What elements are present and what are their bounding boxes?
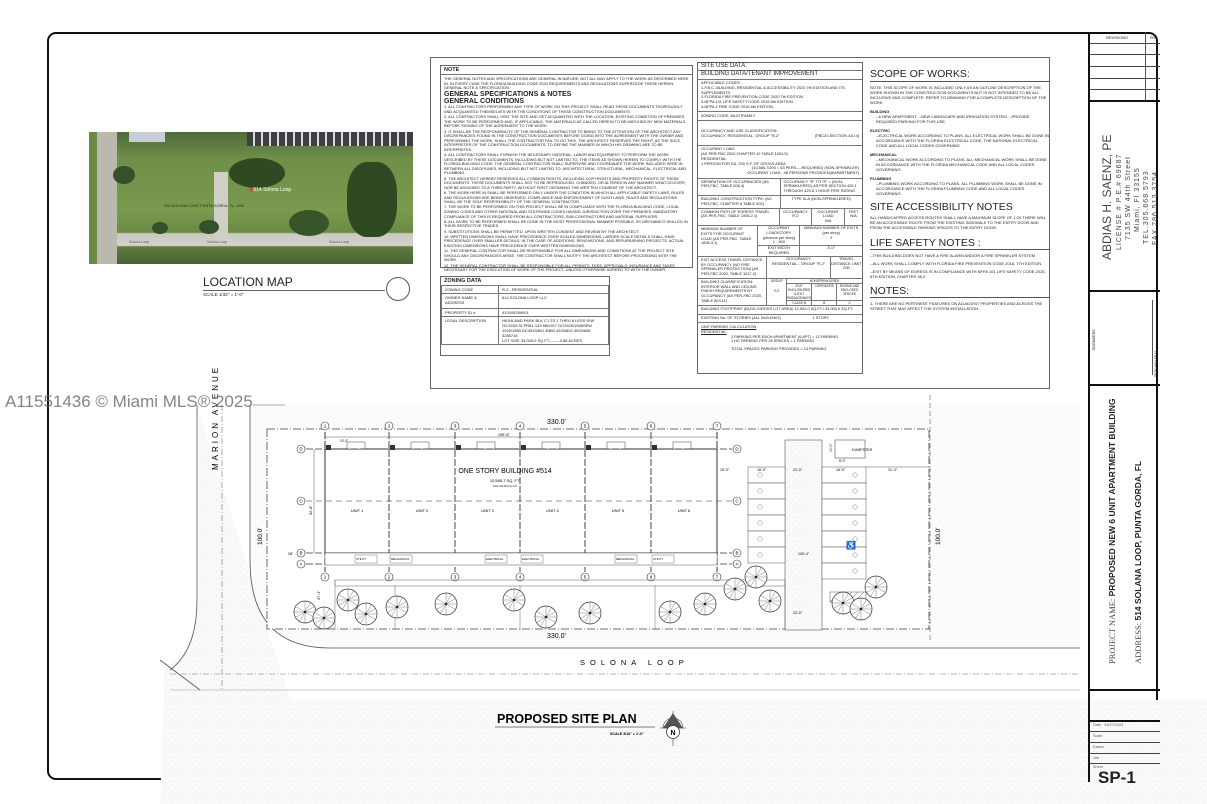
tree-icon	[759, 590, 781, 612]
parking-stall	[748, 531, 785, 547]
by-label: BY	[1150, 35, 1156, 40]
tree-icon	[850, 598, 872, 620]
notes-text: 1- THERE ARE NO PERTINENT FEATURES ON ADJACENT PROPERTIES AND ACROSS THE STREET THAT MAY AFFECT THE SYSTEM INSTALLATION.	[870, 301, 1043, 311]
grid-row-label: B	[735, 550, 739, 556]
ac-pad	[477, 442, 495, 449]
grid-col-label: 1	[323, 574, 327, 580]
street-label-solona: SOLONA LOOP	[580, 658, 689, 667]
location-map-scale: SCALE 1/32" = 1'-0"	[203, 292, 244, 297]
occupant-load: OCCUPANT LOAD: (AS PER-FBC 2020 CHAPTER 10 TABLE 1004.5) RESIDENTIAL 1 PERSON FOR EA. 200 S.F. OF GROSS AREA (10,565.7/200 = 53 PERS----REQUIRED) (NON-SPRINKLER) OCCUPANT LOAD : 48 PERSONS PROVIDED(8/APARTMENT)	[698, 145, 862, 178]
service-room-label: MECHANICAL	[616, 557, 635, 561]
travel-distance-row: EXIT ACCESS TRAVEL DISTANCE BY OCCUPANCY (NO FIRE SPRINKLER PROTECTION) (AS PER-FBC 2020, TABLE 1017.2) OCCUPANCY RESIDENTIAL - GROUP "R-2" TRAVEL DISTANCE LIMIT 200	[698, 256, 862, 278]
unit-label: UNIT 4	[546, 508, 559, 513]
site-use-subtitle: BUILDING DATA/TENANT IMPROVEMENT	[698, 70, 862, 79]
separation-row: SEPARATION OF OCCUPANCIES (AS PER-FBC, TABLE 508.4) OCCUPANCY "R" TO "R" = (NON-SPRINKLERED) AS PER SECTION 420.1 THROUGH 420.6 1 HOUR FIRE RATING	[698, 178, 862, 195]
parking-stall	[822, 483, 866, 499]
drawn-field: Drawn	[1093, 745, 1104, 749]
grid-row-label: C	[299, 498, 303, 504]
condition-item: 4. ALL CONTRACTORS SHALL FURNISH THE NECESSARY MATERIAL, LABOR AND EQUIPMENT TO PERFORM THE WORK DESCRIBED BY THESE DOCUMENTS, INCLUDING BUT NOT LIMITED TO, THE ITEMS AS SHOWN HEREIN TO COMPLY WITH THE FLORIDA BUILDING CODE. THE GENERAL CONTRACTOR SHALL SUPERVISE AND COORDINATE THE WORK INCLUDED HERE IN BETWEEN ALL DISCIPLINES, INCLUDING BUT NOT LIMITED TO, ARCHITECTURAL, STRUCTURAL, MECHANICAL, ELECTRICAL AND PLUMBING.	[444, 152, 687, 176]
svg-text:23'-0": 23'-0"	[793, 468, 803, 472]
sheet-label: Sheet	[1093, 765, 1103, 769]
site-plan-title: PROPOSED SITE PLAN	[497, 712, 637, 726]
revisions-label: REVISIONS	[1106, 35, 1128, 40]
grid-col-label: 2	[387, 574, 391, 580]
conditions-title: GENERAL CONDITIONS	[444, 98, 524, 106]
svg-text:18'-0": 18'-0"	[757, 468, 767, 472]
scope-section: BUILDING --6 NEW APARTMENT. --NEW LANDSCAPE AND IRRIGATION SYSTEM. --PROVIDE REQUIRED PARKING FOR THIS USE.	[870, 109, 1030, 124]
grid-col-label: 5	[583, 423, 587, 429]
tree-icon	[503, 589, 525, 611]
tree-icon	[355, 603, 377, 625]
grid-col-label: 3	[453, 423, 457, 429]
applicable-codes: APPLICABLE CODES: 1-F.B.C.-BUILDING, RESIDENTIAL & ACCESSIBILITY 2020 7th EDITION AND ITS SUPPLEMENTS. 2-FLORIDA FIRE PREVENTION CODE 2020 7th EDITION. 3-NFPA 101 LIFE SAFETY CODE 2015 6th EDITION. 4-NFPA 1 FIRE CODE 2015 6th EDITION.	[698, 79, 862, 112]
service-room-label: ELECTRICAL	[522, 557, 540, 561]
tree-icon	[337, 589, 359, 611]
service-room-label: UTILITY	[653, 557, 664, 561]
condition-item: 9. SUBSTITUTIONS SHALL BE PERMITTED, UPON WRITTEN CONSENT AND REVIEW BY THE ARCHITECT.	[444, 228, 640, 234]
parking-stall	[748, 483, 785, 499]
zoning-row: LEGAL DESCRIPTION HIGHLAND PARK BLK C LTS 1 THRU 6 LESS R/W OC193/176 PR81-133 660/917 DC2925/1568SEW 2925/1569 DC4533/801-EBW 4533/802 4925/605 3285716 LOT SIZE 33,000.0 SQ FT--------0.86 ACRES	[442, 317, 609, 345]
building-title: ONE STORY BUILDING #514	[458, 468, 552, 475]
condition-item: 8. ALL WORK TO BE PERFORMED SHALL BE DONE IN THE MOST PROFESSIONAL MANNER POSSIBLE, BY MECHANICS SKILLED IN THEIR RESPECTIVE TRADES.	[444, 218, 688, 229]
marion-avenue-edge	[170, 405, 197, 670]
dim-lot-width-top: 330.0'	[547, 419, 566, 426]
address-line: ADDRESS: 514 SOLANA LOOP, PUNTA GORDA, FL	[1133, 460, 1143, 664]
tree-icon	[579, 602, 601, 624]
zoning-title: ZONING DATA	[444, 278, 482, 284]
grid-col-label: 2	[387, 423, 391, 429]
zoning-code: ZONING CODE: MULTIFAMILY	[698, 111, 862, 120]
dim-lot-depth-east: 100.0'	[935, 527, 942, 545]
tree-icon	[865, 576, 887, 598]
ac-pad	[542, 442, 560, 449]
dim-building-length: 195'-8"	[498, 433, 510, 437]
ac-pad	[607, 442, 625, 449]
occupancy-classification: OCCUPANCY AND USE CLASSIFICATION: OCCUPANCY: RESIDENTIAL, GROUP "R-2" [FBC20-SECTION 310.4]	[698, 120, 862, 145]
condition-item: 1. ALL CONTRACTORS PERFORMING ANY TYPE OF WORK ON THIS PROJECT SHALL READ THESE DOCUMENTS THOROUGHLY AND ACQUAINTED THEMSELVES WITH THE CONDITIONS OF THESE CONSTRUCTION DOCUMENTS.	[444, 104, 683, 114]
parking-calculation: UNIT PARKING CALCULATION RESIDENTIAL 2 PARKING PER EACH APARTMENT (6 APT) = 12 PARKING 1 HC PARKING PER 25 SPACES = 1 PARKING TOTAL SPACES PARKING PROVIDED = 13 PARKING	[698, 322, 862, 353]
engineer-tel: TEL.305.668.5793	[1143, 170, 1150, 244]
ac-pad	[347, 442, 365, 449]
svg-text:23'-0": 23'-0"	[793, 611, 803, 615]
notes-title: NOTE	[441, 67, 692, 75]
condition-item: 10. WRITTEN DIMENSIONS SHALL HAVE PRECEDENCE OVER SCALED DIMENSIONS, LARGER SCALE DETAILS SHALL HAVE PRECEDENCE OVER SMALLER DETAILS. IN THE CASE OF ADDITIONS, RENOVATIONS, AND REFURBISHING PROJECTS, ACTUAL EXISTING DIMENSIONS HAVE PRECEDENCE OVER WRITTEN DIMENSIONS.	[444, 233, 684, 248]
life-safety-title: LIFE SAFETY NOTES :	[870, 237, 1050, 250]
parking-stall	[748, 499, 785, 515]
parking-stall	[748, 515, 785, 531]
unit-label: UNIT 5	[611, 508, 625, 513]
ac-pad	[411, 442, 429, 449]
engineer-license: LICENSE # P.E.# 69687	[1116, 153, 1123, 250]
street-label-marion: MARION AVENUE	[211, 364, 220, 470]
dim-pad: 10'-0"	[340, 439, 349, 443]
sheet-number: SP-1	[1098, 768, 1136, 787]
zoning-row: PROPERTY ID # 412005254001	[442, 309, 609, 317]
scope-of-works: SCOPE OF WORKS: NOTE: THIS SCOPE OF WORK IS INCLUDED ONLY AS AN OUTLINE DESCRIPTION OF THE WORK SHOWN IN THE CONSTRUCTION DOCUMENTS BUT IS NOT INTENDED TO BE ALL INCLUSIVE AND COMPLETE. REFER TO DRAWING FOR A COMPLETE DESCRIPTION OF THE WORK. BUILDING --6 NEW APARTMENT. --NEW LANDSCAPE AND IRRIGATION SYSTEM. --PROVIDE REQUIRED PARKING FOR THIS USE. ELECTRIC --ELECTRICAL WORK ACCORDING TO PLANS. ALL ELECTRICAL WORK SHALL BE DONE IN ACCORDANCE WITH THE FLORIDA ELECTRICAL CODE, THE NATIONAL ELECTRICAL CODE AND ALL LOCAL CODES GOVERNING. MECHANICAL --MECHANICAL WORK ACCORDING TO PLANS. ALL MECHANICAL WORK SHALL BE DONE IN ACCORDANCE WITH THE FLORIDA MECHANICAL CODE AND ALL LOCAL CODES GOVERNING. PLUMBING --PLUMBING WORK ACCORDING TO PLANS. ALL PLUMBING WORK SHALL BE DONE IN ACCORDANCE WITH THE FLORIDA PLUMBING CODE AND ALL LOCAL CODES GOVERNING. SITE ACCESSIBILITY NOTES ALL HANDICAPPED ACCESS ROUTES SHALL HAVE A MAXIMUM SLOPE OF 1:20 THERE WILL BE AN ACCESSIBLE ROUTE FROM THE EXISTING SIDEWALK TO THE ENTRY DOOR AND FROM THE ACCESSIBLE PARKING SPACES TO THE ENTRY DOOR. LIFE SAFETY NOTES : --THIS BUILDING DOES NOT HAVE A FIRE ALARM AND/OR A FIRE SPRINKLER SYSTEM --ALL WORK SHALL COMPLY WITH FLORIDA FIRE PREVENTION CODE 2018, 7TH EDITION. --EXIT BY MEANS OF EGRESS IS IN COMPLIANCE WITH NFPA 101 LIFE SAFETY CODE 2015, 6TH EDITION, CHAPTER 38.2 NOTES: 1- THERE ARE NO PERTINENT FEATURES ON ADJACENT PROPERTIES AND ACROSS THE STREET THAT MAY AFFECT THE SYSTEM INSTALLATION.	[870, 68, 1049, 311]
lot-size: LOT SIZE 33,000.0 SQ FT--------0.86 ACRES	[502, 338, 583, 343]
tree-icon	[694, 593, 716, 615]
grid-col-label: 7	[715, 574, 719, 580]
service-room-label: UTILITY	[356, 557, 367, 561]
scope-section: PLUMBING --PLUMBING WORK ACCORDING TO PLANS. ALL PLUMBING WORK SHALL BE DONE IN ACCORDANCE WITH THE FLORIDA PLUMBING CODE AND ALL LOCAL CODES GOVERNING.	[870, 176, 1042, 196]
zoning-row: OWNER NAME & ADDRESS 514 SOLONA LOOP LLC	[442, 294, 609, 309]
accessibility-text: ALL HANDICAPPED ACCESS ROUTES SHALL HAVE A MAXIMUM SLOPE OF 1:20 THERE WILL BE AN ACCESSIBLE ROUTE FROM THE EXISTING SIDEWALK TO THE ENTRY DOOR AND FROM THE ACCESSIBLE PARKING SPACES TO THE ENTRY DOOR.	[870, 215, 1047, 230]
grid-col-label: 3	[453, 574, 457, 580]
parking-stall	[822, 563, 866, 579]
condition-item: 2. ALL CONTRACTORS SHALL VISIT THE SITE AND GET ACQUAINTED WITH THE LOCATION, EXISTING CONDITION OF PREMISES, THE WORK TO BE PERFORMED AND, IF APPLICABLE, THE MATERIALS AS CALLED HEREIN TO BE MATCHED BY NEW MATERIALS, BEFORE SIGNING OF THE AGREEMENT TO THE WORK.	[444, 114, 687, 129]
service-room-label: ELECTRICAL	[486, 557, 504, 561]
grid-col-label: 1	[323, 423, 327, 429]
unit-label: UNIT 1	[350, 508, 364, 513]
condition-item: 5. THE ARCHITECT HEREBY RESERVES ALL COMMON RIGHTS, INCLUDING COPYRIGHTS AND PROPERTY RIGHTS OF THESE DOCUMENTS. THESE DOCUMENTS SHALL NOT TO BE REPRODUCED, CHANGED, OR ALTERED IN ANY MANNER WHAT-SO-EVER, NOR BE ASSIGNED TO A THIRD PARTY, WITHOUT FIRST OBTAINING THE WRITTEN CONSENT OF THE ARCHITECT.	[444, 175, 686, 190]
condition-item: 11. THE GENERAL CONTRACTOR SHALL BE RESPONSIBLE FOR ALL DIMENSIONS AND CONDITIONS AT THE PROJECT SITE. SHOULD ANY DISCREPANCIES ARISE, THE CONTRACTOR SHALL NOTIFY THE ARCHITECT BEFORE PROCEEDING WITH THE WORK.	[444, 248, 677, 263]
scale-field: Scale	[1093, 734, 1103, 738]
parking-stall	[748, 547, 785, 563]
condition-item: 7. THE WORK TO BE PERFORMED ON THIS PROJECT SHALL BE IN COMPLIANCE WITH THE FLORIDA BUILDING CODE, LOCAL ZONING CODES AND OTHER NATIONAL AND STATEWIDE CODES HAVING JURISDICTION OVER THE PREMISES. MANDATORY COMPLIANCE OF THIS IS REQUIRED FROM ALL CONTRACTORS, SUB-CONTRACTORS AND MATERIAL SUPPLIERS.	[444, 204, 680, 219]
service-room-label: MECHANICAL	[391, 557, 410, 561]
parking-stall	[822, 499, 866, 515]
notes-title: NOTES:	[870, 285, 1050, 298]
north-label: N	[670, 730, 676, 737]
svg-text:8'-0": 8'-0"	[839, 459, 846, 463]
stories-row: EXISTING No. OF STORIES (ALL BUILDING) 1 STORY	[698, 314, 862, 323]
tree-icon	[724, 578, 746, 600]
project-name-line: PROJECT NAME: PROPOSED NEW 6 UNIT APARTMENT BUILDING	[1107, 398, 1117, 664]
building-ffe: F.F.E.=00.00 N.G.V.D.	[492, 485, 518, 488]
date-field: Date 01/27/2024	[1093, 723, 1124, 727]
unit-label: UNIT 6	[677, 508, 691, 513]
parking-stall	[822, 531, 866, 547]
scope-section: MECHANICAL --MECHANICAL WORK ACCORDING TO PLANS. ALL MECHANICAL WORK SHALL BE DONE IN ACCORDANCE WITH THE FLORIDA MECHANICAL CODE AND ALL LOCAL CODES GOVERNING.	[870, 152, 1047, 172]
job-field: Job	[1093, 756, 1100, 760]
svg-text:10'-0": 10'-0"	[829, 443, 833, 452]
map-address-label: 514 SOLONA LOOP, PUNTA GORDA, FL, USA	[164, 204, 245, 208]
unit-label: UNIT 2	[415, 508, 429, 513]
building-area: 10,565.7 SQ. FT.	[489, 478, 521, 483]
condition-item: 12. THE GENERAL CONTRACTOR SHALL BE RESPONSIBLE FOR ALL PERMITS, FEES, APPROVALS, INSURANCE AND TAXES NECESSARY FOR THE EXECUTION OF WORK OF THE PROJECT, UNLESS OTHERWISE AGREED TO WITH THE OWNER.	[444, 262, 675, 273]
tree-icon	[313, 607, 335, 629]
grid-col-label: 4	[518, 423, 522, 429]
construction-type-row: BUILDING CONSTRUCTION TYPE: (AS PER-FBC, CHAPTER 6 TABLE 602) TYPE III-A (NON-SPRINKLERED)	[698, 195, 862, 208]
notes-intro: THE GENERAL NOTES AND SPECIFICATIONS ARE GENERAL IN NATURE, NOT ALL MAY APPLY TO THE WORK AS DESCRIBED HERE IN. IN EVERY CASE THE FLORIDA BUILDING CODE 2020 REQUIREMENTS AND REGULATIONS SUPERCEDE THESE HEREIN GENERAL NOTE & SPECIFICATION.	[444, 76, 689, 91]
parking-stall	[748, 467, 785, 483]
engineer-city: Miami, Fl 33155	[1134, 167, 1141, 232]
classification-row: BUILDING CLASSIFICATION: INTERIOR WALL AND CEILING FINISH REQUIREMENTS BY OCCUPANCY (AS PER-FBC 2020, TABLE 803.11) GROUP R-2 NONSPRINKLERED EXIT ENCLOSURES & EXIT PASSAGEWAYS CORRIDORS ROOMS AND ENCLOSED SPACES CLASS B B C	[698, 278, 862, 305]
handicap-icon: ♿	[846, 541, 856, 550]
scope-note: NOTE: THIS SCOPE OF WORK IS INCLUDED ONLY AS AN OUTLINE DESCRIPTION OF THE WORK SHOWN IN THE CONSTRUCTION DOCUMENTS BUT IS NOT INTENDED TO BE ALL INCLUSIVE AND COMPLETE. REFER TO DRAWING FOR A COMPLETE DESCRIPTION OF THE WORK.	[870, 85, 1047, 105]
location-map-title: LOCATION MAP	[203, 275, 293, 289]
scope-title: SCOPE OF WORKS:	[870, 68, 1050, 82]
grid-col-label: 7	[715, 423, 719, 429]
site-plan-scale: SCALE 3/16" = 1'-0"	[610, 732, 644, 736]
tree-icon	[435, 593, 457, 615]
grid-col-label: 5	[583, 574, 587, 580]
svg-text:105'-4": 105'-4"	[798, 552, 810, 556]
svg-text:15'-0": 15'-0"	[720, 468, 730, 472]
condition-item: 3. IT SHALL BE THE RESPONSIBILITY OF THE GENERAL CONTRACTOR TO BRING TO THE ATTENTION OF THE ARCHITECT ANY DISCREPANCIES FOUND IN THE CONSTRUCTION DOCUMENTS BEFORE GOING INTO THE AGREEMENT WITH THE OWNER AND PERFORMING THE WORK. SHALL THE CONTRACTOR FAIL TO DO THIS, THE ARCHITECT RESERVES THE RIGHT, AS THE SOLE INTERPRETER OF THE CONSTRUCTION DOCUMENTS, TO DEFINE THE MANNER IN WHICH HIS DRAWING ARE TO BE INTERPRETED.	[444, 128, 684, 152]
engineer-fax: FAX.786.513.3754	[1152, 171, 1159, 245]
map-road-label: Solona Loop	[207, 240, 228, 244]
map-pin-icon: ◉	[249, 187, 254, 193]
dim-lot-width-bottom: 330.0'	[547, 633, 566, 640]
tree-icon	[294, 601, 316, 623]
dim-small: 28'	[288, 552, 293, 556]
grid-col-label: 6	[649, 574, 653, 580]
condition-item: 6. THE WORK HERE IN SHALL BE PERFORMED ONLY UNDER THE CONDITION IN WHICH ALL APPLICABLE SAFETY LAWS, RULES AND REGULATIONS ARE BEING OBSERVED. COMPLIANCE AND ENFORCEMENT OF SUCH LAWS, RULES AND REGULATIONS SHALL BE THE SOLE RESPONSIBILITY OF THE GENERAL CONTRACTOR.	[444, 190, 685, 205]
ac-pad	[673, 442, 691, 449]
grid-row-label: A	[735, 561, 739, 567]
engineers-label: ENGINEERS	[1092, 329, 1096, 350]
accessibility-title: SITE ACCESSIBILITY NOTES	[870, 201, 1013, 213]
parking-stall	[822, 515, 866, 531]
engineer-name: ABDIAS H. SAENZ, PE	[1100, 134, 1114, 260]
grid-row-label: B	[299, 550, 303, 556]
drive-aisle	[785, 440, 822, 630]
egress-row: COMMON PATH OF EGRESS TRAVEL (AS PER-FBC, TABLE 1006.2.1) OCCUPANCY R-2 OCCUPANT LOAD N/A FEET N/A	[698, 208, 862, 225]
title-block	[1088, 32, 1160, 787]
svg-text:31'-4": 31'-4"	[888, 468, 898, 472]
unit-label: UNIT 3	[481, 508, 494, 513]
dim-lot-depth-west: 100.0'	[257, 527, 264, 545]
dim-building-depth: 52'-8"	[309, 505, 313, 515]
tree-icon	[535, 606, 557, 628]
exits-row: MINIMUM NUMBER OF EXITS FOR OCCUPANT LOAD (AS PER-FBC, TABLE 1006.3.1) OCCUPANT LOAD/STORY (persons per story) 1 - 500 MINIMUM NUMBER OF EXITS (per story) 2 EXIT WIDTH REQUIRED 3'-0"	[698, 225, 862, 256]
tree-icon	[659, 601, 681, 623]
building-footprint: BUILDING FOOTPRINT (BLDG./GROSS LOT AREA) 10,502.0 SQ.FT./ 33,000.0 SQ.FT.	[698, 305, 862, 314]
grid-row-label: D	[735, 446, 739, 452]
grid-col-label: 4	[518, 574, 522, 580]
map-pin-label: ◉514 Solona Loop	[249, 187, 292, 193]
map-road-label: Solona Loop	[129, 240, 150, 244]
scope-section: ELECTRIC --ELECTRICAL WORK ACCORDING TO PLANS. ALL ELECTRICAL WORK SHALL BE DONE IN ACCORDANCE WITH THE FLORIDA ELECTRICAL CODE, THE NATIONAL ELECTRICAL CODE AND ALL LOCAL CODES GOVERNING.	[870, 128, 1049, 148]
svg-text:18'-0": 18'-0"	[836, 468, 846, 472]
tree-icon	[386, 596, 408, 618]
mls-watermark: A11551436 © Miami MLS® 2025	[5, 392, 253, 411]
engineer-street: 7135 SW 44th Street	[1125, 156, 1132, 240]
spec-title: GENERAL SPECIFICATIONS & NOTES	[444, 91, 572, 99]
parking-stall	[822, 547, 866, 563]
dumpster-label: DUMPSTER	[852, 448, 873, 452]
grid-row-label: D	[299, 446, 303, 452]
map-road-label: Solona Loop	[329, 240, 350, 244]
site-use-title: SITE USE DATA:	[701, 63, 747, 69]
dim-front-setback: 37'-4"	[317, 590, 321, 600]
grid-row-label: C	[735, 498, 739, 504]
zoning-row: ZONING CODE R-2 - RESIDENTIAL	[442, 286, 609, 294]
grid-col-label: 6	[649, 423, 653, 429]
tree-icon	[745, 566, 767, 588]
grid-row-label: A	[299, 561, 303, 567]
seal-label: SIGN AND SEAL	[1154, 350, 1158, 377]
